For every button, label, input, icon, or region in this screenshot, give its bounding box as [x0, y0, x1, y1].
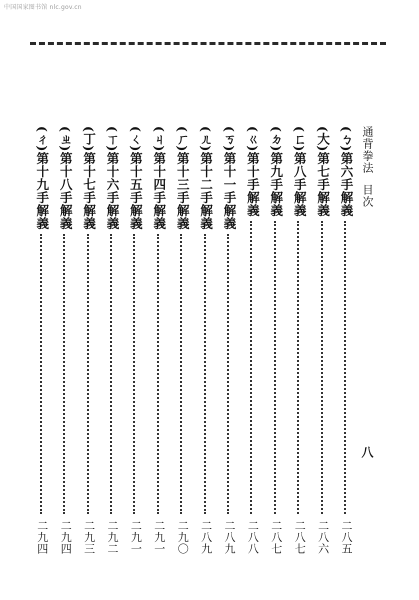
page-number: 八 — [360, 446, 374, 458]
toc-entry — [291, 126, 308, 555]
toc-entry-page: 二九三 — [82, 520, 96, 555]
toc-entry-page: 二八七 — [293, 520, 307, 555]
toc-entry — [57, 126, 74, 555]
toc-entry — [127, 126, 144, 555]
toc-entry-title: (大)第七手解義 — [315, 126, 331, 217]
toc-entry-page: 二九四 — [59, 520, 73, 555]
toc-entry-title: (ㄎ)第十一手解義 — [222, 126, 237, 230]
toc-entry-title: (ㄐ)第十四手解義 — [151, 126, 167, 230]
toc-entry — [315, 126, 331, 555]
toc-entry-title: (ㄍ)第十手解義 — [245, 126, 261, 217]
toc-entry-title: (ㄒ)第十六手解義 — [105, 126, 120, 230]
toc-entry-page: 二九二 — [106, 520, 119, 555]
toc-entry-title: (ㄔ)第十九手解義 — [34, 126, 50, 230]
toc-entry — [151, 126, 167, 555]
toc-leader-dots — [133, 234, 135, 514]
toc-leader-dots — [227, 234, 229, 514]
toc-entry-title: (ㄑ)第十五手解義 — [128, 126, 144, 230]
toc-entry-page: 二八八 — [246, 520, 260, 555]
toc-leader-dots — [321, 221, 323, 514]
toc-entry — [338, 126, 354, 555]
toc-entry-page: 二八五 — [340, 520, 353, 555]
toc-entry — [221, 126, 237, 555]
toc-leader-dots — [63, 234, 65, 514]
toc-leader-dots — [344, 221, 346, 514]
toc-leader-dots — [274, 221, 276, 514]
toc-leader-dots — [87, 234, 89, 514]
toc-entry — [198, 126, 214, 555]
toc-leader-dots — [204, 234, 206, 514]
toc-leader-dots — [180, 234, 182, 514]
running-head — [360, 126, 374, 208]
toc-entry-page: 二八九 — [199, 520, 213, 555]
toc-entry — [104, 126, 120, 555]
toc-entry-title: (丁)第十七手解義 — [81, 126, 97, 230]
toc-entry-page: 二九一 — [152, 520, 166, 555]
toc-entry-title: (ㄓ)第十八手解義 — [58, 126, 74, 230]
toc-entry-page: 二九四 — [35, 520, 49, 555]
toc-entry-page: 二八七 — [269, 520, 283, 555]
toc-entry-title: (ㄏ)第十三手解義 — [175, 126, 191, 230]
toc-entry-page: 二八六 — [316, 520, 330, 555]
toc-entry — [174, 126, 191, 555]
toc-leader-dots — [110, 234, 112, 514]
toc-entry-page: 二八九 — [223, 520, 236, 555]
toc-entry-title: (ㄦ)第十二手解義 — [198, 126, 214, 230]
toc-leader-dots — [250, 221, 252, 514]
toc-entry-title: (ㄉ)第九手解義 — [268, 126, 284, 217]
toc-entry — [81, 126, 97, 555]
toc-entry-title: (ㄈ)第八手解義 — [292, 126, 308, 217]
running-head-section: 目次 — [361, 184, 374, 208]
toc-entry — [34, 126, 50, 555]
toc-entry — [268, 126, 284, 555]
toc-entry-title: (ㄅ)第六手解義 — [339, 126, 354, 217]
toc-leader-dots — [40, 234, 42, 514]
toc-entry — [244, 126, 261, 555]
toc-leader-dots — [157, 234, 159, 514]
toc-entry-page: 二九〇 — [176, 520, 190, 555]
toc-leader-dots — [297, 221, 299, 514]
library-watermark: 中国国家图书馆 nlc.gov.cn — [4, 4, 82, 11]
top-dashed-rule — [30, 42, 386, 45]
running-head-title: 通背拳法 — [361, 126, 374, 174]
toc-entry-page: 二九一 — [129, 520, 143, 555]
